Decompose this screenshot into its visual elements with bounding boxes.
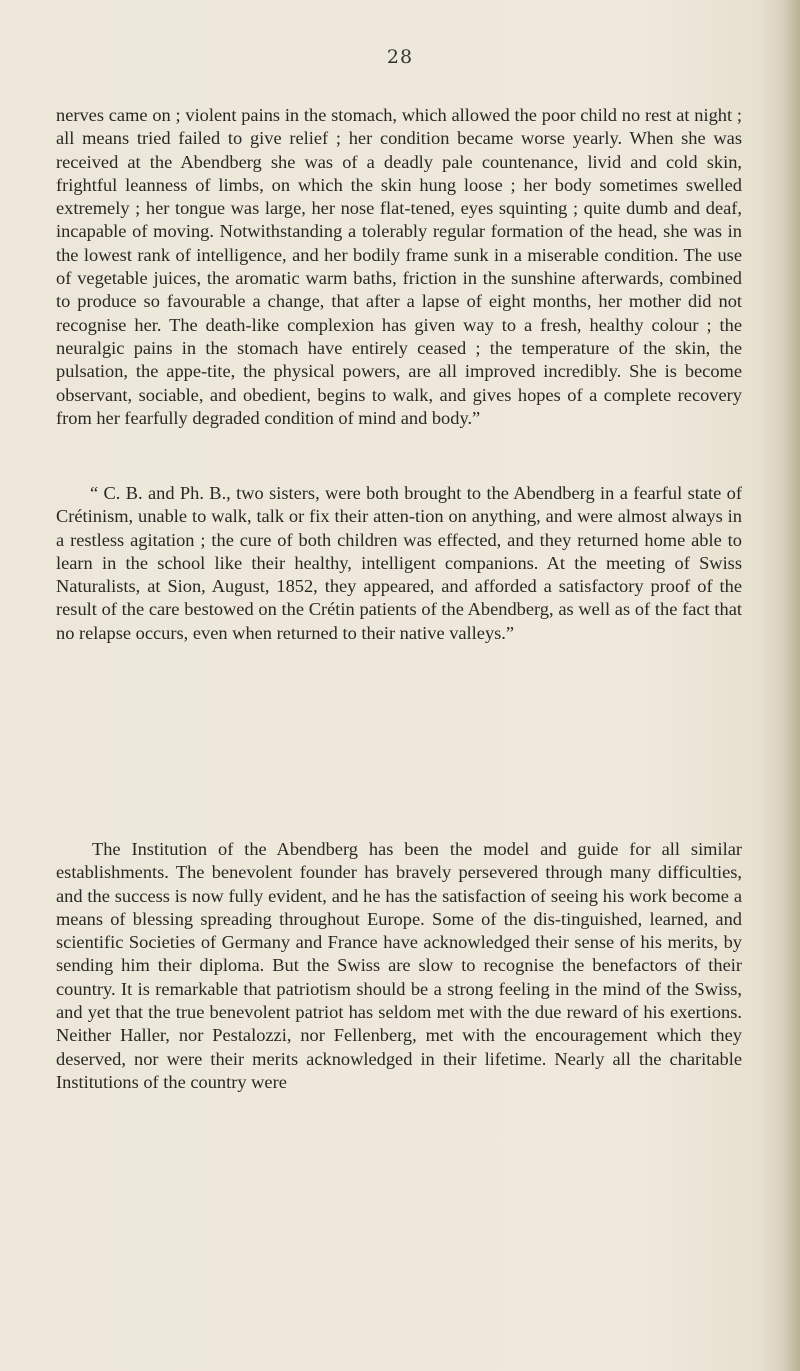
- page-edge-shadow: [782, 0, 800, 1371]
- paragraph-3: The Institution of the Abendberg has been the model and guide for all similar establishments. The benevolent founder has bravely persevered through many difficulties, and the success is now fully evident, and he has the satisfaction of seeing his work become a means of blessing spreading throughout Europe. Some of the dis-tinguished, learned, and scientific Societies of Germany and France have acknowledged their sense of his merits, by sending him their diploma. But the Swiss are slow to recognise the benefactors of their country. It is remarkable that patriotism should be a strong feeling in the mind of the Swiss, and yet that the true benevolent patriot has seldom met with the due reward of his exertions. Neither Haller, nor Pestalozzi, nor Fellenberg, met with the encouragement which they deserved, nor were their merits acknowledged in their lifetime. Nearly all the charitable Institutions of the country were: [56, 839, 742, 1092]
- page-number: 28: [386, 46, 414, 68]
- paragraph-1: nerves came on ; violent pains in the stomach, which allowed the poor child no rest at night ; all means tried failed to give relief ; her condition became worse yearly. When she was received at the Abendberg she was of a deadly pale countenance, livid and cold skin, frightful leanness of limbs, on which the skin hung loose ; her body sometimes swelled extremely ; her tongue was large, her nose flat-tened, eyes squinting ; quite dumb and deaf, incapable of moving. Notwithstanding a tolerably regular formation of the head, she was in the lowest rank of intelligence, and her bodily frame sunk in a miserable condition. The use of vegetable juices, the aromatic warm baths, friction in the sunshine afterwards, combined to produce so favourable a change, that after a lapse of eight months, her mother did not recognise her. The death-like complexion has given way to a fresh, healthy colour ; the neuralgic pains in the stomach have entirely ceased ; the temperature of the skin, the pulsation, the appe-tite, the physical powers, are all improved incredibly. She is become observant, sociable, and obedient, begins to walk, and gives hopes of a complete recovery from her fearfully degraded condition of mind and body.”: [56, 105, 742, 428]
- paragraph-2: “ C. B. and Ph. B., two sisters, were both brought to the Abendberg in a fearful state of Crétinism, unable to walk, talk or fix their atten-tion on anything, and were almost always in a restless agitation ; the cure of both children was effected, and they returned home able to learn in the school like their healthy, intelligent companions. At the meeting of Swiss Naturalists, at Sion, August, 1852, they appeared, and afforded a satisfactory proof of the result of the care bestowed on the Crétin patients of the Abendberg, as well as of the fact that no relapse occurs, even when returned to their native valleys.”: [56, 483, 742, 643]
